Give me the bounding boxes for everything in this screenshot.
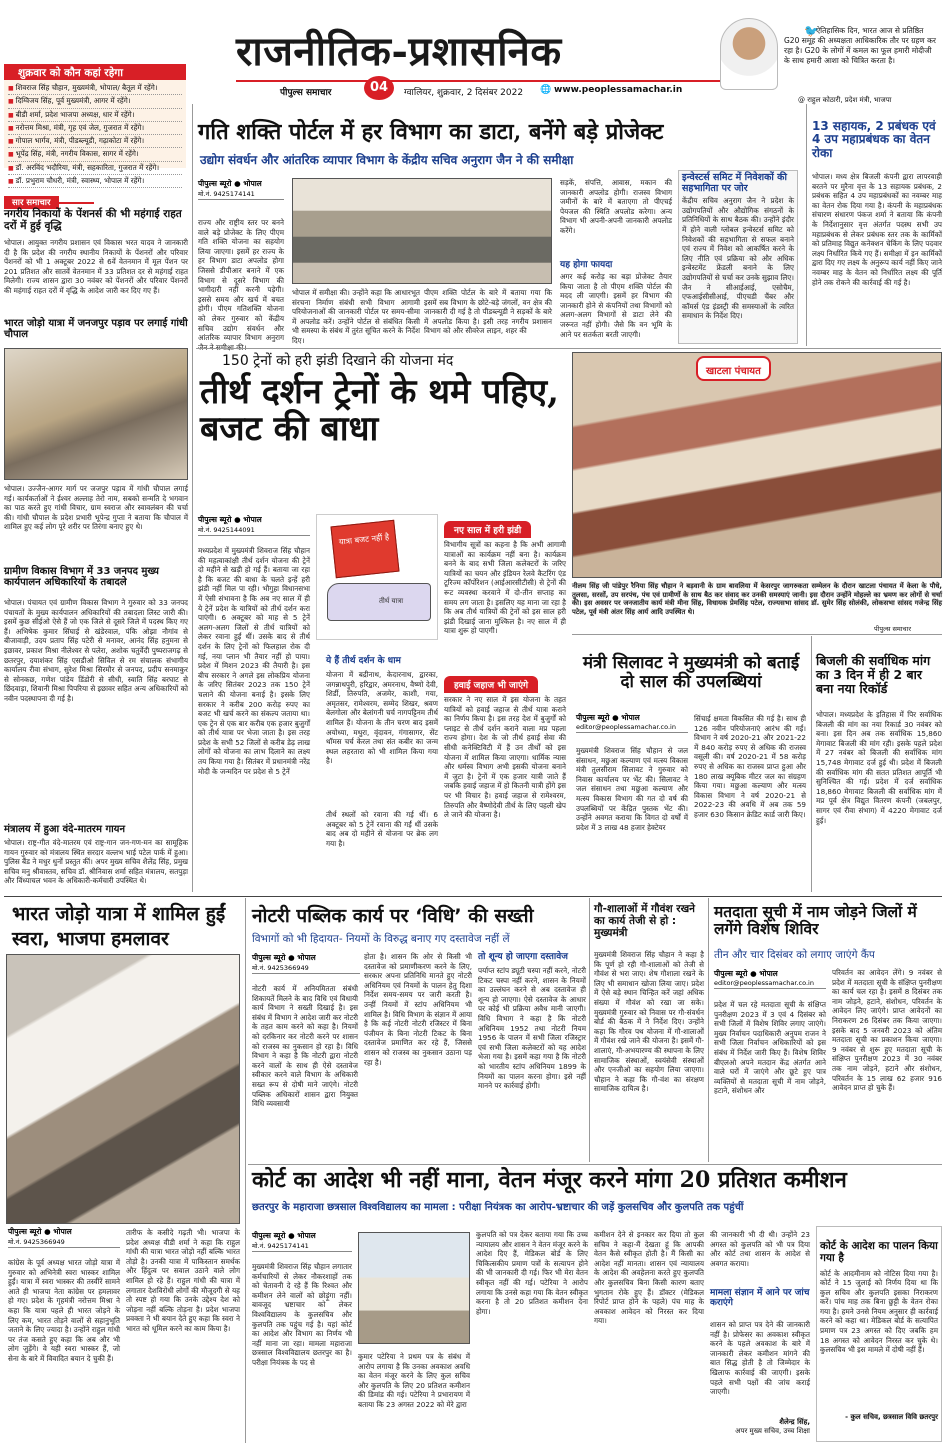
page-title: राजनीतिक-प्रशासनिक	[236, 28, 562, 75]
saar-pill: सार समाचार	[4, 196, 59, 209]
court-col4: कमीशन देने से इनकार कर दिया तो कुल सचिव ने कहा-मैं देखता हूं कि आपकी वेतन कैसे स्वीकृत होती है। मैं किसी का आदेश नहीं मानता। शासन एवं न्यायालय के आदेश की अवहेलना करते हुए कुलपति और कुलसचिव बिना किसी कारण बताए भुगतान रोके हुए हैं। डॉक्टर (मेडिकल रिपोर्ट प्राप्त होने के पहले) पंच माह के अवकाश आवेदन को निरस्त कर दिया गया।	[594, 1230, 704, 1326]
schedule-item: ■ डॉ. अरविंद भदौरिया, मंत्री, सहकारिता, गुजरात में रहेंगे।	[8, 162, 182, 175]
silawat-col1: मुख्यमंत्री शिवराज सिंह चौहान से जल संसाधन, मछुआ कल्याण एवं मत्स्य विकास मंत्री तुलसीराम सिलावट ने गुरुवार को निवास कार्यालय पर भेंट की। सिलावट ने जल संसाधन तथा मछुआ कल्याण और मत्स्य विकास विभाग की गत दो वर्ष की उपलब्धियों पर केंद्रित पुस्तक भेंट की। उन्होंने अवगत कराया कि विगत दो वर्षों में प्रदेश में 3 लाख 48 हजार हेक्टेयर	[576, 746, 688, 832]
tirth-headline: तीर्थ दर्शन ट्रेनों के थमे पहिए, बजट की बाधा	[200, 372, 559, 450]
notary-byline-text: पीपुल्स ब्यूरो ● भोपाल	[252, 953, 316, 962]
lead-col1: राज्य और राष्ट्रीय स्तर पर बनने वाले बड़े प्रोजेक्ट के लिए पीएम गति शक्ति योजना का सहयोग लिया जाएगा। इसमें हर राज्य के हर विभाग डाटा अपलोड होगा जिससे डीपीआर बनाने में एक विभाग से दूसरे विभाग की भागीदारी नहीं करनी पड़ेगी। इससे समय और खर्च में बचत होगी। पीएम गतिशक्ति योजना को लेकर गुरुवार को केंद्रीय सचिव उद्योग संवर्धन और आंतरिक व्यापार विभाग अनुराग	[198, 218, 284, 343]
notary-col3: पर्याप्त स्टांप ड्यूटी चस्पा नहीं करने, नोटरी टिकट चस्पा नहीं करने, शासन के नियमों का उल्लंघन करने से अब दस्तावेज ही शून्य हो जाएगा। ऐसे दस्तावेज के आधार पर कोई भी प्रक्रिया अवैध मानी जाएगी। विधि विभाग ने कहा है कि नोटरी अधिनियम 1952 तथा नोटरी नियम 1956 के पालन में सभी जिला रजिस्ट्रार एवं सभी जिला कलेक्टरों को यह आदेश भेजा गया है। इसमें कहा गया है कि नोटरी को भारतीय स्टांप अधिनियम 1899 के नियमों का पालन करना होगा। इसे नहीं मानने पर कार्रवाई होगी।	[478, 966, 586, 1091]
dham-tail: तीर्थ स्थलों को रवाना की गई थीं। 6 अक्टूबर को 5 ट्रेनें रवाना की गईं थीं उसके बाद अब दो महीने से योजना पर ब्रेक लग गया है।	[326, 810, 438, 848]
silawat-col2: सिंचाई क्षमता विकसित की गई है। साथ ही 126 नवीन परियोजनाएं आरंभ की गईं। विभाग ने वर्ष 2020-21 और 2021-22 में 840 करोड़ रुपए से अधिक की राजस्व वसूली की। वर्ष 2020-21 में 58 करोड़ रुपए से अधिक का राजस्व प्राप्त हुआ और 180 लाख क्यूबिक मीटर जल का संग्रहण किया गया। मछुआ कल्याण और मत्स्य विकास विभाग ने वर्ष 2020-21 से 2022-23 की अवधि में अब तक 59 हजार 630 किसान क्रेडिट कार्ड जारी किए।	[694, 714, 806, 819]
matdata-email: editor@peoplessamachar.co.in	[714, 979, 814, 987]
court-headline: कोर्ट का आदेश भी नहीं माना, वेतन मंजूर करने मांगा 20 प्रतिशत कमीशन	[252, 1167, 847, 1193]
khatla-photo	[572, 352, 942, 578]
saar-story1-title: नगरीय निकायों के पेंशनर्स की भी महंगाई राहत दरों में हुई वृद्धि	[4, 208, 182, 232]
schedule-list	[4, 80, 186, 190]
silawat-email: editor@peoplessamachar.co.in	[576, 723, 676, 731]
court-side-title: कोर्ट के आदेश का पालन किया गया है	[820, 1240, 938, 1264]
schedule-item: ■ डॉ. प्रभुराम चौधरी, मंत्री, स्वास्थ्य, भोपाल में रहेंगे।	[8, 175, 182, 188]
portrait-photo	[720, 18, 778, 90]
court-side-sig: - कुल सचिव, छत्रसाल विवि छतरपुर	[845, 1412, 938, 1421]
court-side-body: कोर्ट के आदमीनाम को नोटिस दिया गया है। कोर्ट ने 15 जुलाई को निर्णय दिया था कि कुल सचिव और कुलपति इसका निराकरण करें। पांच माह तक बिना छुट्टी के वेतन रोका गया है। हमने उनसे नियम अनुसार ही कार्रवाई करने को कहा था। मेडिकल बोर्ड के सत्यापित प्रमाण पत्र 23 अगस्त को दिए जबकि हम 18 अगस्त को आवेदन निरस्त कर चुके थे। कुलसचिव भी इस मामले में दोषी नहीं हैं।	[820, 1268, 938, 1355]
right-top-headline: 13 सहायक, 2 प्रबंधक एवं 4 उप महाप्रबंधक का वेतन रोका	[812, 119, 936, 160]
saar-story2-title: भारत जोड़ो यात्रा में जनजपुर पड़ाव पर लगाई गांधी चौपाल	[4, 318, 188, 341]
court-sig-name: शैलेन्द्र सिंह,	[779, 1418, 810, 1426]
dateline: ग्वालियर, शुक्रवार, 2 दिसंबर 2022	[404, 88, 524, 98]
khatla-label: खाटला पंचायत	[706, 366, 761, 377]
notary-byline	[252, 952, 360, 974]
university-photo	[358, 1232, 470, 1344]
court-col2: कुमार पटेरिया ने प्रथम पत्र के संबंध में आरोप लगाया है कि उनका अवकाश अवधि का वेतन मंजूर करने के लिए कुल सचिव और कुलपति के लिए 20 प्रतिशत कमीशन की डिमांड की गई। पटेरिया ने प्रभारायण में बताया कि 23 अगस्त 2022 को मेरे द्वारा	[358, 1352, 470, 1409]
court-col5b: शासन को प्राप्त पत्र देने की जानकारी नहीं है। प्रोफेसर का अवकाश स्वीकृत करने के पहले अवकाश के बारे में जानकारी लेकर कमीशन मांगने की बात सिद्ध होती है तो जिम्मेदार के खिलाफ कार्रवाई की जाएगी। इसके पहले सभी पक्षों की जांच कराई जाएगी।	[710, 1320, 810, 1397]
bjy-photo	[6, 954, 240, 1224]
matdata-col2: परिवर्तन का आवेदन लेंगे। 9 नवंबर से प्रदेश में मतदाता सूची के संक्षिप्त पुनरीक्षण का कार्य चल रहा है। इसमें 8 दिसंबर तक नाम जोड़ने, हटाने, संशोधन, परिवर्तन के आवेदन लिए जाएंगे। प्राप्त आवेदनों का निराकरण 26 दिसंबर तक किया जाएगा। इसके बाद 5 जनवरी 2023 को अंतिम मतदाता सूची का प्रकाशन किया जाएगा। 9 नवंबर से शुरू हुए मतदाता सूची के संक्षिप्त पुनरीक्षण 2023 में 30 नवंबर तक नाम जोड़ने, हटाने और संशोधन, परिवर्तन के 15 लाख 62 हजार 916 आवेदन प्राप्त हो चुके हैं।	[832, 968, 942, 1093]
gandhi-chaupal-photo	[4, 348, 188, 480]
saar-story4-title: मंत्रालय में हुआ वंदे-मातरम गायन	[4, 824, 126, 835]
notary-col2: होता है। शासन कि ओर से किसी भी दस्तावेज को प्रमाणीकरण करने के लिए, सरकार अपना प्रतिनिधि मानते हुए नोटरी अधिनियम एवं नियमों के पालन हेतु दिशा निर्देश समय-समय पर जारी करती है। उन्हीं नियमों में स्टांप अधिनियम भी शामिल है। विधि विभाग के संज्ञान में आया है कि कई नोटरी नोटरी रजिस्टर में बिना पंजीयन के बिना नोटरी टिकट के बिना दस्तावेज प्रमाणित कर रहे हैं, जिससे शासन को राजस्व का नुकसान उठाना पड़ रहा है।	[364, 952, 472, 1067]
bjy-col2: तारीफ के कसीदे गढ़ती भी। भाजपा के प्रदेश अध्यक्ष वीडी शर्मा ने कहा कि राहुल गांधी की यात्रा भारत जोड़ो नहीं बल्कि भारत तोड़ो है। उनकी यात्रा में पाकिस्तान समर्थक और हिंदुत्व पर सवाल उठाने वाले लोग शामिल हो रहे हैं। राहुल गांधी की यात्रा में लगातार देशविरोधी लोगों की मौजूदगी से यह तो स्पष्ट हो गया कि उनके उद्देश्य देश को जोड़ना नहीं बल्कि तोड़ना है। प्रदेश भाजपा प्रवक्ता ने भी बयान देते हुए कहा कि स्वरा ने भारत को धूमिल करने का काम किया है।	[126, 1228, 240, 1333]
schedule-title: शुक्रवार को कौन कहां रहेगा	[4, 64, 186, 80]
tirth-kicker: 150 ट्रेनों को हरी झंडी दिखाने की योजना मंद	[222, 353, 454, 369]
lead-caption: भोपाल में समीक्षा की। उन्होंने कहा कि आधारभूत संरचना निर्माण संबंधी सभी विभाग आगामी परियोजनाओं की जानकारी पोर्टल पर समय-सीमा में अपलोड करें। उन्होंने पोर्टल से संबंधित किसी भी समस्या के संबंध में तुरंत सूचित करने के निर्देश दिए।	[292, 288, 420, 345]
quote-author: @ राहुल कोठारी, प्रदेश मंत्री, भाजपा	[798, 96, 892, 104]
lead-col4: सड़कें, संपत्ति, आवास, मकान की जानकारी अपलोड होगी। राजस्व विभाग जमीनों के बारे में बताएगा तो पीएचई पेयजल की स्थिति अपलोड करेगा। अन्य विभाग भी अपनी-अपनी जानकारी अपलोड करेंगे।	[560, 178, 672, 235]
silawat-headline: मंत्री सिलावट ने मुख्यमंत्री को बताई दो साल की उपलब्धियां	[582, 653, 800, 693]
court-deck: छतरपुर के महाराजा छत्रसाल विश्वविद्यालय का मामला : परीक्षा नियंत्रक का आरोप-भ्रष्टाचार की जड़ें कुलसचिव और कुलपति तक पहुंचीं	[252, 1202, 744, 1213]
schedule-item: ■ गोपाल भार्गव, मंत्री, पीडब्ल्यूडी, गढ़ाकोटा में रहेंगे।	[8, 135, 182, 148]
cartoon-train-label: तीर्थ यात्रा	[379, 597, 404, 605]
khatla-credit: पीपुल्स समाचार	[874, 625, 911, 633]
lead-col3: पीएम शक्ति पोर्टल के बारे में बताया गया कि इसमें सब विभाग के छोटे-बड़े जंगलों, वन क्षेत्र की जानकारी दी गई है तो पीडब्ल्यूडी ने सड़कों के बारे में अपलोड किया है। इसी तरह नगरीय प्रशासन विभाग को और सीवरेज लाइन, शहर की	[424, 288, 552, 336]
quote-box	[718, 10, 940, 104]
bjy-byline	[8, 1226, 120, 1248]
court-col1: मुख्यमंत्री शिवराज सिंह चौहान लगातार कर्मचारियों से लेकर नौकरशाहों तक को चेतावनी दे रहे हैं कि रिश्वत और कमीशन लेने वालों को छोड़ूंगा नहीं। बावजूद भ्रष्टाचार को लेकर विश्वविद्यालय के कुलसचिव और कुलपति तक पहुंच गई है। यहां कोर्ट का आदेश और विभाग का निर्णय भी नहीं माना जा रहा। मामला महाराजा छत्रसाल विश्वविद्यालय छतरपुर का है। परीक्षा नियंत्रक के पद से	[252, 1262, 352, 1367]
saar-story3-title: ग्रामीण विकास विभाग में 33 जनपद मुख्य कार्यपालन अधिकारियों के तबादले	[4, 566, 159, 589]
schedule-item: ■ बीडी शर्मा, प्रदेश भाजपा अध्यक्ष, धार में रहेंगे।	[8, 109, 182, 122]
bjy-col1: कांग्रेस के पूर्व अध्यक्ष भारत जोड़ो यात्रा में गुरुवार को अभिनेत्री स्वरा भास्कर शामिल हुईं। यात्रा में स्वरा भास्कर की तस्वीरें सामने आते ही भाजपा नेता कांग्रेस पर हमलावर हो गए। प्रदेश के गृहमंत्री नरोत्तम मिश्रा ने कहा कि यात्रा पहले ही भारत जोड़ने के लिए कम, भारत तोड़ने वालों से सहानुभूति जताने के लिए ज्यादा है। उन्होंने राहुल गांधी पर तंज कसते हुए कहा कि अब और भी लोग जुड़ेंगे। वे यही स्वरा भास्कर हैं, जो सेना के बारे में विवादित बयान दे चुकी हैं।	[8, 1258, 120, 1363]
globe-icon: 🌐	[540, 85, 552, 95]
matdata-byline	[714, 968, 826, 989]
matdata-deck: तीन और चार दिसंबर को लगाए जाएंगे कैंप	[714, 949, 875, 961]
bjy-mobile: मो.नं. 9425366949	[8, 1238, 65, 1246]
twitter-icon: 🐦	[804, 24, 819, 38]
saar-label	[4, 190, 94, 208]
website: www.peoplessamachar.in	[554, 85, 683, 95]
lead-byline-text: पीपुल्स ब्यूरो ● भोपाल	[198, 179, 262, 188]
court-sig-title: अपर मुख्य सचिव, उच्च शिक्षा	[735, 1427, 810, 1435]
brand-name: पीपुल्स समाचार	[280, 88, 332, 98]
dham-body: योजना में बद्रीनाथ, केदारनाथ, द्वारका, जगन्नाथपुरी, हरिद्वार, अमरनाथ, वैष्णो देवी, शिर्डी, तिरुपति, अजमेर, काशी, गया, अमृतसर, रामेश्वरम, सम्मेद शिखर, श्रवण बेलगोला और बेलांगनी चर्च नागपट्टिनम तीर्थ शामिल हैं। योजना के तीन चरण बाद इसमें अयोध्या, मथुरा, वृंदावन, गंगासागर, सेंट थॉमस चर्च केरल तथा संत कबीर का जन्म स्थल लहरतारा को भी शामिल किया गया है।	[326, 670, 438, 766]
court-mobile: मो.नं. 9425174141	[252, 1242, 309, 1250]
court-byline	[252, 1230, 352, 1252]
court-signature	[710, 1418, 810, 1436]
air-title: हवाई जहाज भी जाएंगे	[444, 676, 538, 693]
silawat-byline-text: पीपुल्स ब्यूरो ● भोपाल	[576, 713, 640, 722]
silawat-byline	[576, 712, 688, 733]
matdata-col1: प्रदेश में चल रहे मतदाता सूची के संक्षिप्त पुनरीक्षण 2023 में 3 एवं 4 दिसंबर को सभी जिलों में विशेष शिविर लगाए जाएंगे। मुख्य निर्वाचन पदाधिकारी अनुपम राजन ने सभी जिला निर्वाचन अधिकारियों को इस संबंध में निर्देश जारी किए हैं। विशेष शिविर बीएलओ अपने मतदान केंद्र अंतर्गत आने वाले घरों में जाएंगे और छूटे हुए पात्र व्यक्तियों से मतदाता सूची में नाम जोड़ने, हटाने, संशोधन और	[714, 1000, 826, 1096]
newyear-body: विभागीय सूत्रों का कहना है कि अभी आगामी यात्राओं का कार्यक्रम नहीं बना है। कार्यक्रम बनने के बाद सभी जिला कलेक्टरों के जरिए यात्रियों का चयन और इंडियन रेलवे कैटरिंग एंड टूरिज्म कॉर्पोरेशन (आईआरसीटीसी) से ट्रेनों की रूट व्यवस्था करवाने में दो-तीन सप्ताह का समय लग जाता है। इसलिए यह माना जा रहा है कि अब तीर्थ यात्रियों की ट्रेनों को इस साल हरी झंडी दिखाई जाना मुश्किल है। नए साल में ही यात्रा शुरू हो पाएगी।	[444, 540, 566, 636]
lead-mobile: मो.नं. 9425174141	[198, 190, 255, 198]
gaushala-body: मुख्यमंत्री शिवराज सिंह चौहान ने कहा है कि पूर्ण हो रही गौ-शालाओं को तेजी से गौवंश से भरा जाए। शेष गौशाला रखने के लिए भी समाधान खोजा लिया जाए। प्रदेश में ऐसे बड़े स्थान चिन्हित करें जहां अधिक संख्या में गौवंश को रखा जा सके। मुख्यमंत्री गुरुवार को निवास पर गौ-संवर्धन बोर्ड की बैठक में ने निर्देश दिए। उन्होंने कहा कि गौरव पथ योजना में गौ-शालाओं में गौवंश रखे जाने की योजना है। इसमें गौ-शालाएं, गौ-अभयारण्य की स्थापना के लिए सामाजिक संस्थाओं, स्वयंसेवी संस्थाओं और एनजीओ का सहयोग लिया जाएगा। चौहान ने कहा कि गौ-वंश का संरक्षण सामाजिक दायित्व है।	[594, 950, 704, 1094]
bjy-byline-text: पीपुल्स ब्यूरो ● भोपाल	[8, 1227, 72, 1236]
lead-byline	[198, 178, 284, 200]
tirth-body-a: मध्यप्रदेश में मुख्यमंत्री शिवराज सिंह चौहान की महत्वाकांक्षी तीर्थ दर्शन योजना की ट्रेनें दो महीने से खड़ी हो गई हैं। बताया जा रहा है कि बजट की बाधा के चलते इन्हें हरी झंडी नहीं मिल पा रही। भौगुहा विधानसभा में ऐसी संभावना है कि अब नए साल में ही ये ट्रेनें प्रदेश के यात्रियों को तीर्थ दर्शन करा पाएंगी। 6 अक्टूबर को माह से 5 ट्रेनें अलग-अलग जिलों से तीर्थ यात्रियों को लेकर रवाना हुईं थीं। उसके बाद से तीर्थ दर्शन के लिए ट्रेनों को फिलहाल रोक दी गई, नया प्लान भी तैयार नहीं हो पाया। प्रदेश में मिशन 2023 की तैयारी है। इस बीच सरकार ने अगले इस लोकप्रिय योजना के जरिए सितंबर 2023 तक 150 ट्रेनें चलाने की योजना बनाई है। इसके लिए सरकार ने करीब 200 करोड़ रुपए का बजट भी खर्च करने का संकल्प जताया था। एक ट्रेन से एक बार करीब एक हजार बुजुर्गों को तीर्थ यात्रा पर भेजा जाता है। इस तरह प्रदेश के सभी 52 जिलों से करीब डेढ़ लाख लोगों को योजना का लाभ दिलाने का लक्ष्य तय किया गया है। सितंबर में प्रधानमंत्री नरेंद्र मोदी के जन्मदिन पर प्रदेश से 5 ट्रेनें	[198, 546, 310, 776]
bjy-headline: भारत जोड़ो यात्रा में शामिल हुईं स्वरा, भाजपा हमलावर	[12, 903, 226, 950]
saar-story4-body: भोपाल। राष्ट्र-गीत वंदे-मातरम एवं राष्ट्र-गान जन-गण-मन का सामूहिक गायन गुरुवार को मंत्रालय स्थित सरदार वल्लभ भाई पटेल पार्क में हुआ। पुलिस बैंड ने मधुर धुनों प्रस्तुत कीं। अपर मुख्य सचिव शैलेंद्र सिंह, प्रमुख सचिव मनु श्रीवास्तव, सचिव डॉ. श्रीनिवास शर्मा सहित मंत्रालय, सतपुड़ा और विंध्याचल भवन के अधिकारी-कर्मचारी उपस्थित थे।	[4, 838, 188, 886]
schedule-box	[4, 64, 186, 186]
investor-box-title: इन्वेस्टर्स समिट में निवेशकों की सहभागिता पर जोर	[682, 172, 787, 194]
tirth-byline	[198, 514, 310, 536]
schedule-item: ■ भूपेंद्र सिंह, मंत्री, नगरीय विकास, सागर में रहेंगे।	[8, 148, 182, 161]
lead-col4b: अगर कई करोड़ का बड़ा प्रोजेक्ट तैयार किया जाता है तो पीएम शक्ति पोर्टल की मदद ली जाएगी। इसमें हर विभाग की जानकारी होने से कंपनियों तथा विभागों को अलग-अलग विभागों से डाटा लेने की जरूरत नहीं होगी। जैसे कि वन भूमि के आने पर सतर्कता बरती जाएगी।	[560, 272, 672, 339]
khatla-label-box	[696, 356, 771, 381]
cartoon-sign-text: यात्रा बजट नहीं है	[338, 532, 390, 547]
investor-box-body: केंद्रीय सचिव अनुराग जैन ने प्रदेश के उद्योगपतियों और औद्योगिक संगठनों के प्रतिनिधियों के साथ बैठक की। उन्होंने इंदौर में होने वाली ग्लोबल इन्वेस्टर्स समिट को निवेशकों की सहभागिता से सफल बनाने एवं राज्य में निवेश को आकर्षित करने के लिए नीति एवं प्रक्रिया को और अधिक इन्वेस्टमेंट फ्रेंडली बनाने के लिए उद्योगपतियों से चर्चा कर उनके सुझाव लिए। जैन ने सीआईआई, एसोचैम, एफआईसीसीआई, पीएचडी चैंबर और कॉमर्स एंड इंडस्ट्री की समस्याओं के त्वरित समाधान के निर्देश दिए।	[682, 196, 794, 321]
dateline-bar	[236, 80, 760, 98]
saar-story1-body: भोपाल। आयुक्त नगरीय प्रशासन एवं विकास भरत यादव ने जानकारी दी है कि प्रदेश की नगरीय स्थानीय निकायों के पेंशनरों और परिवार पेंशनरों को भी 1 अक्टूबर 2022 से 6वें वेतनमान में मूल पेंशन पर 201 प्रतिशत और सातवें वेतनमान में 33 प्रतिशत दर से महंगाई राहत मिलेगी। राज्य शासन द्वारा 30 नवंबर को पेंशनरों और परिवार पेंशनरों की महंगाई राहत दरों में वृद्धि के आदेश जारी कर दिए गए हैं।	[4, 238, 188, 295]
gaushala-headline: गौ-शालाओं में गौवंश रखने का कार्य तेजी से हो : मुख्यमंत्री	[594, 903, 695, 939]
matdata-headline: मतदाता सूची में नाम जोड़ने जिलों में लगेंगे विशेष शिविर	[714, 903, 917, 939]
tirth-mobile: मो.नं. 9425144091	[198, 526, 255, 534]
cartoon-flag	[330, 520, 399, 578]
notary-col1: नोटरी कार्य में अनियमितता संबंधी शिकायतें मिलने के बाद विधि एवं विधायी कार्य विभाग ने सख्ती दिखाई है। इस संबंध में विभाग ने आदेश जारी कर नोटरी के तहत काम करने को कहा है। नियमों को दरकिनार कर नोटरी करने पर शासन को राजस्व का नुकसान हो रहा है। विधि विभाग ने कहा है कि नोटरी द्वारा नोटरी करने वालों के साथ ही ऐसे दस्तावेज स्वीकार करने वाले विभाग के अधिकारी सख्त रूप से दोषी माने जाएंगे। नोटरी पब्लिक अधिकारों शासन द्वारा नियुक्त विधि व्यवसायी	[252, 984, 358, 1109]
court-subhead: मामला संज्ञान में आने पर जांच कराएंगे	[710, 1288, 810, 1309]
newyear-box	[444, 518, 566, 892]
court-side-box	[816, 1226, 942, 1442]
saar-story3-body: भोपाल। पंचायत एवं ग्रामीण विकास विभाग ने गुरुवार को 33 जनपद पंचायतों के मुख्य कार्यपालन अधिकारियों की तबादला लिस्ट जारी की। इसमें कुछ सीईओ ऐसे हैं जो एक जिले से दूसरे जिले में पदस्थ किए गए हैं। अभिषेक कुमार सिंघाई से खंडेरवाल, पंकि ओझा नौगांव से बीजावाड़ी, उदय प्रताप सिंह पटेरी से मनावर, आनंद सिंह हनुमना से इछावर, प्रकाश मिश्रा नीलेश्वर से पलेरा, अशोक चतुर्वेदी पुष्पराजगढ़ से छतरपुर, दयाशंकर सिंह एसडीओ सिविल से रम संचालक संभागीय कार्यालय रीवा संभाग, सुरेश मिश्रा सिरमौर से जनपद, प्रदीप सनमाकुर से सोनकछ, गणेश पांडेय डिंडोरी से सीधी, स्वाति सिंह बरघाट से छिंदवाड़ा, शिवानी मिश्रा पिपरिया से इछावर सहित अन्य अधिकारियों को नवीन पदस्थापना दी गई है।	[4, 598, 188, 703]
lead-subhead: यह होगा फायदा	[560, 260, 613, 270]
court-col5: की जानकारी भी दी थी। उन्होंने 23 अगस्त को कुलपति को भी पत्र दिया और कोर्ट तथा शासन के आदेश से अवगत कराया।	[710, 1230, 810, 1268]
schedule-item: ■ नरोत्तम मिश्रा, मंत्री, गृह एवं जेल, गुजरात में रहेंगे।	[8, 122, 182, 135]
tirth-byline-text: पीपुल्स ब्यूरो ● भोपाल	[198, 515, 262, 524]
air-body: सरकार ने नए साल में इस योजना के तहत यात्रियों को हवाई जहाज से तीर्थ यात्रा कराने का निर्णय किया है। इस तरह देश में बुजुर्गों को प्लाइट से तीर्थ दर्शन कराने वाला मप्र पहला राज्य होगा। देश के जो तीर्थ हवाई सेवा की सीधी कनेक्टिविटी में हैं उन तीर्थों को इस योजना में शामिल किया जाएगा। धार्मिक न्यास और धर्मस्व विभाग अभी इसकी योजना बनाने में जुटा है। ट्रेनों में एक हजार यात्री जाते हैं जबकि हवाई जहाज में हो कितनी यात्री होंगे इस पर भी विचार है। हवाई जहाज से रामेश्वरम, तिरुपति और वैष्णोदेवी तीर्थ के लिए पहली खेप ले जाने की योजना है।	[444, 695, 566, 820]
dham-title: ये हैं तीर्थ दर्शन के धाम	[326, 656, 401, 666]
page-number: 04	[364, 76, 394, 100]
notary-headline: नोटरी पब्लिक कार्य पर ‘विधि’ की सख्ती	[252, 905, 534, 927]
notary-mobile: मो.नं. 9425366949	[252, 964, 309, 972]
newyear-title: नए साल में हरी झंडी	[444, 521, 531, 538]
lead-deck: उद्योग संवर्धन और आंतरिक व्यापार विभाग के केंद्रीय सचिव अनुराग जैन ने की समीक्षा	[200, 153, 574, 167]
court-col3: कुलपति को पत्र देकर बताया गया कि उच्च न्यायालय और शासन ने वेतन मंजूर करने के आदेश दिए हैं, मेडिकल बोर्ड के लिए चिकित्सकीय प्रमाण पत्रों के सत्यापन होने की भी जानकारी दी गई। फिर भी मेरा वेतन स्वीकृत नहीं की गई। पटेरिया ने आरोप लगाया कि उनसे कहा गया कि वेतन स्वीकृत करना है तो 20 प्रतिशत कमीशन देना होगा।	[476, 1230, 588, 1316]
saar-story2-caption: भोपाल। उज्जैन-आगर मार्ग पर जजपुर पड़ाव में गांधी चौपाल लगाई गई। कार्यकर्ताओं ने ईश्वर अल्लाह तेरो नाम, सबको सन्मति दे भगवान का पाठ करते हुए गांधी विचार, ग्राम स्वराज और स्वावलंबन की चर्चा की। गांधी चौपाल के प्रदेश प्रभारी भूपेन्द्र गुप्ता ने बताया कि चौपाल में शामिल हुए कई लोग पूरे शरीर पर तिरंगा बनाए हुए थे।	[4, 484, 188, 532]
investor-box	[678, 170, 798, 344]
khatla-caption: नीलम सिंह जी पांडेपुर रैनिया सिंह चौहान ने बड़वानी के ग्राम बावलिया में केसरपुर जागरुकता सम्मेलन के दौरान खाटला पंचायत में केला के पौधे, तुलसा, सरसों, उप सरपंच, पंच एवं ग्रामीणों के साथ बैठ कर संवाद कर उनकी समस्याएं जानी। इस दौरान उन्होंने मोहल्ले का भ्रमण कर लोगों से चर्चा की। इस अवसर पर जनजातीय कार्य मंत्री मीना सिंह, विधायक प्रेमसिंह पटेल, राज्यसभा सांसद डॉ. सुमेर सिंह सोलंकी, लोकसभा सांसद गजेन्द्र सिंह पटेल, पूर्व मंत्री अंतर सिंह आर्य आदि उपस्थित थे।	[572, 582, 942, 616]
right-top-body: भोपाल। मध्य क्षेत्र बिजली कंपनी द्वारा लापरवाही बरतने पर मुरैना वृत्त के 13 सहायक प्रबंधक, 2 प्रबंधक सहित 4 उप महाप्रबंधकों का नवम्बर माह का वेतन रोक दिया गया है। कंपनी के महाप्रबंधक संचारण संधारण पंकज शर्मा ने बताया कि कंपनी के निर्देशानुसार वृत्त अंतर्गत पदस्थ सभी उप महाप्रबंधक से लेकर प्रबंधक स्तर तक के कार्मिकों को प्रतिमाह विद्युत कनेक्शन चेकिंग के लिए पदवार लक्ष्य निर्धारित किये गए हैं। समीक्षा में इन कार्मिकों द्वारा दिए गए लक्ष्य के अनुरूप कार्य नहीं किए जाने नवम्बर माह के वेतन को निर्धारित लक्ष्य की पूर्ति होने तक रोकने की कार्रवाई की गई है।	[812, 172, 942, 287]
bijli-body: भोपाल। मध्यप्रदेश के इतिहास में पिर सर्वाधिक बिजली की मांग का नया रिकार्ड 30 नवंबर को बना। इस दिन अब तक सर्वाधिक 15,860 मेगावाट बिजली की मांग रही। इसके पहले प्रदेश में 27 नवंबर को बिजली की सर्वाधिक मांग 15,748 मेगावाट दर्ज हुई थी। प्रदेश में बिजली की सर्वाधिक मांग की सतत प्रतिशत आपूर्ति भी सुनिश्चित की गई। प्रदेश में दर्ज सर्वाधिक 18,860 मेगावाट बिजली की सर्वाधिक मांग में मप्र पूर्व क्षेत्र विद्युत वितरण कंपनी (जबलपुर, सागर एवं रीवा संभाग) में 4220 मेगावाट दर्ज हुई।	[816, 710, 942, 825]
court-byline-text: पीपुल्स ब्यूरो ● भोपाल	[252, 1231, 316, 1240]
schedule-item: ■ दिग्विजय सिंह, पूर्व मुख्यमंत्री, आगर में रहेंगे।	[8, 95, 182, 108]
bijli-headline: बिजली की सर्वाधिक मांग का 3 दिन में ही 2 बार बना नया रिकॉर्ड	[816, 653, 931, 696]
lead-headline: गति शक्ति पोर्टल में हर विभाग का डाटा, बनेंगे बड़े प्रोजेक्ट	[198, 119, 664, 145]
quote-text: ऐतिहासिक दिन, भारत आज से प्रतिष्ठित G20 समूह की अध्यक्षता आधिकारिक तौर पर ग्रहण कर रहा है। G20 के लोगों में कमल का फूल हमारी मोदीजी के साथ हमारी आशा को चित्रित करता है।	[784, 26, 936, 65]
schedule-item: ■ शिवराज सिंह चौहान, मुख्यमंत्री, भोपाल/ बैतूल में रहेंगे।	[8, 82, 182, 95]
matdata-byline-text: पीपुल्स ब्यूरो ● भोपाल	[714, 969, 778, 978]
notary-subhead: तो शून्य हो जाएगा दस्तावेज	[478, 952, 568, 962]
notary-deck: विभागों को भी हिदायत- नियमों के विरुद्ध बनाए गए दस्तावेज नहीं लें	[252, 933, 510, 945]
cartoon	[316, 514, 438, 640]
meeting-photo	[292, 178, 552, 284]
